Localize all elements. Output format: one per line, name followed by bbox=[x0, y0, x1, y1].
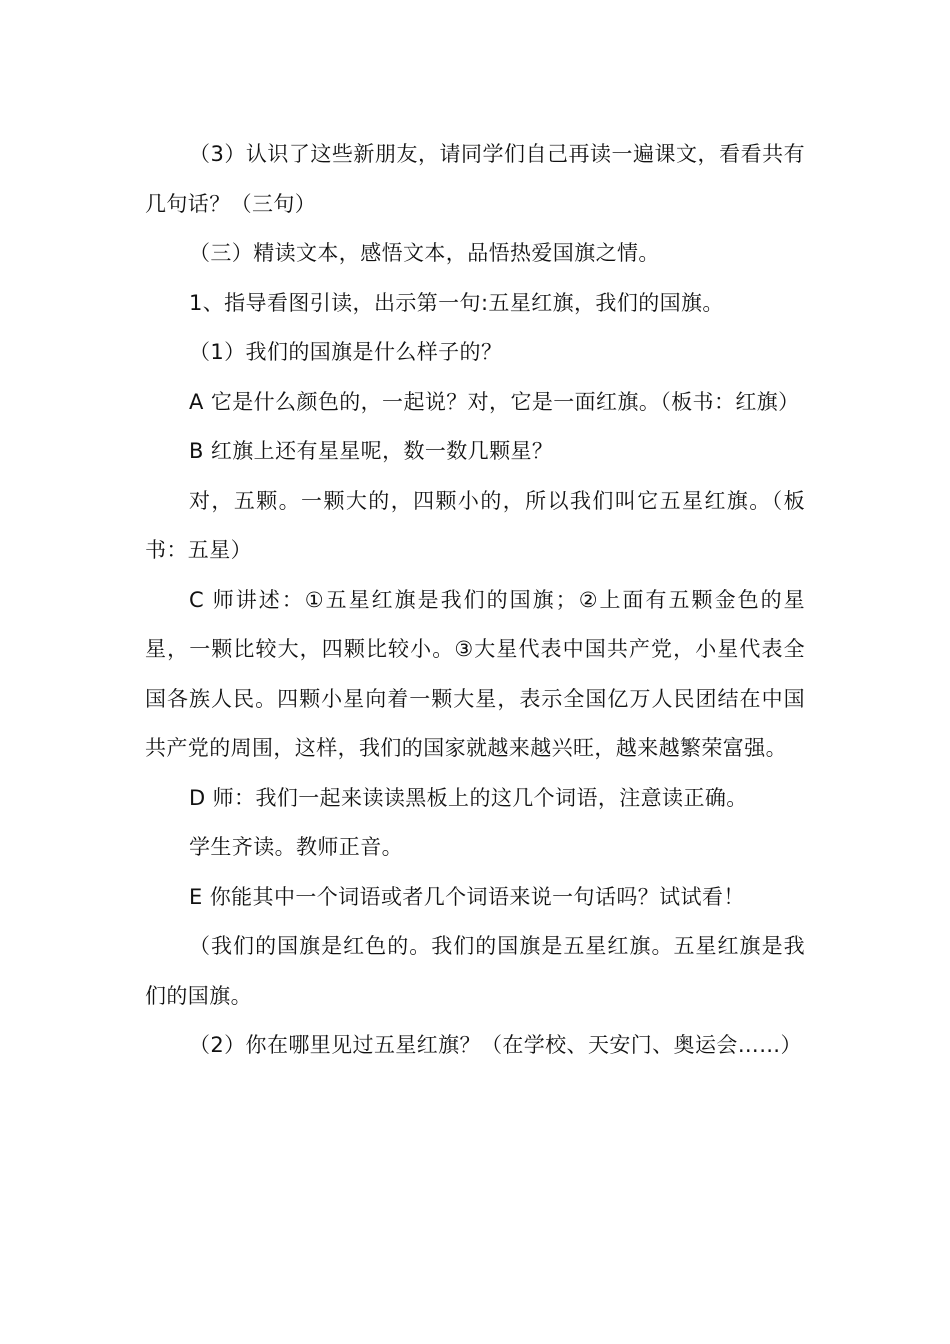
paragraph: （我们的国旗是红色的。我们的国旗是五星红旗。五星红旗是我们的国旗。 bbox=[145, 934, 805, 1008]
paragraph: （3）认识了这些新朋友，请同学们自己再读一遍课文，看看共有几句话？（三句） bbox=[145, 142, 805, 216]
paragraph: （1）我们的国旗是什么样子的？ bbox=[189, 340, 503, 364]
paragraph: E 你能其中一个词语或者几个词语来说一句话吗？试试看！ bbox=[189, 884, 745, 909]
paragraph: D 师：我们一起来读读黑板上的这几个词语，注意读正确。 bbox=[189, 785, 748, 810]
paragraph: 学生齐读。教师正音。 bbox=[189, 835, 403, 859]
paragraph: B 红旗上还有星星呢，数一数几颗星？ bbox=[189, 439, 554, 463]
paragraph: 1、指导看图引读，出示第一句:五星红旗，我们的国旗。 bbox=[189, 290, 724, 315]
document-body bbox=[145, 130, 805, 1071]
paragraph: C 师讲述：①五星红旗是我们的国旗；②上面有五颗金色的星星，一颗比较大，四颗比较小。③大星代表中国共产党，小星代表全国各族人民。四颗小星向着一颗大星，表示全国亿万人民团结在中国共产党的周围，这样，我们的国家就越来越兴旺，越来越繁荣富强。 bbox=[145, 587, 805, 760]
section-heading: （三）精读文本，感悟文本，品悟热爱国旗之情。 bbox=[189, 241, 660, 265]
paragraph: 对，五颗。一颗大的，四颗小的，所以我们叫它五星红旗。（板书：五星） bbox=[145, 488, 805, 562]
paragraph: A 它是什么颜色的，一起说？对，它是一面红旗。（板书：红旗） bbox=[189, 389, 800, 414]
paragraph: （2）你在哪里见过五星红旗？（在学校、天安门、奥运会……） bbox=[189, 1033, 802, 1057]
